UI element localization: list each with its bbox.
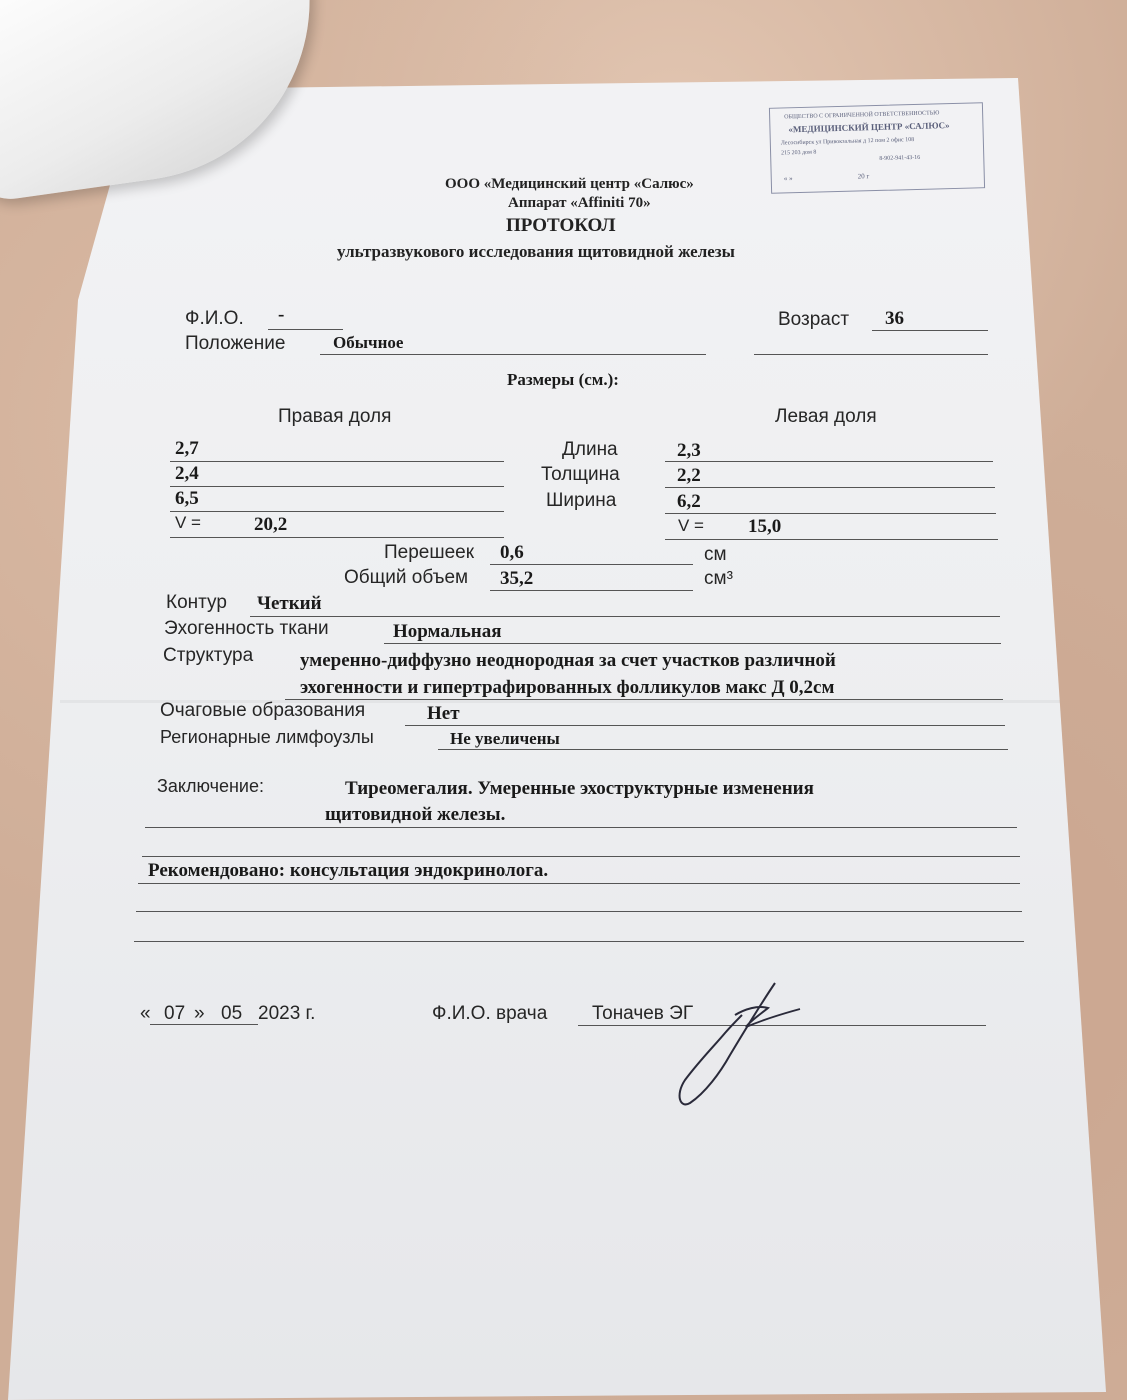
lymph-nodes-label: Регионарные лимфоузлы: [160, 727, 374, 747]
blank-underline: [754, 354, 988, 355]
left-width-value: 6,2: [677, 491, 701, 512]
age-label: Возраст: [778, 309, 850, 330]
isthmus-label: Перешеек: [384, 542, 475, 563]
thickness-label: Толщина: [541, 464, 620, 485]
conclusion-label: Заключение:: [157, 776, 264, 796]
stamp-line-5: 8-902-941-43-16: [879, 154, 921, 162]
left-width-underline: [665, 513, 996, 514]
focal-lesions-value: Нет: [427, 703, 460, 724]
right-volume-underline: [170, 537, 504, 538]
doctor-label: Ф.И.О. врача: [432, 1003, 548, 1024]
left-volume-label: V =: [678, 516, 704, 535]
left-thickness-underline: [665, 487, 995, 488]
stamp-line-6: « »: [783, 174, 793, 183]
structure-label: Структура: [163, 645, 254, 666]
fio-underline: [268, 329, 343, 330]
clinic-stamp: [769, 102, 985, 194]
left-thickness-value: 2,2: [677, 465, 701, 486]
stamp-line-4: 215 203 дом 8: [781, 149, 817, 157]
right-length-value: 2,7: [175, 438, 199, 459]
doctor-signature: [650, 975, 830, 1115]
conclusion-underline: [145, 827, 1017, 828]
blank-line-1: [142, 856, 1020, 857]
right-thickness-value: 2,4: [175, 463, 199, 484]
fio-label: Ф.И.О.: [185, 308, 244, 329]
position-label: Положение: [185, 333, 286, 354]
length-label: Длина: [562, 439, 618, 460]
echogenicity-label: Эхогенность ткани: [164, 618, 329, 639]
lymph-nodes-underline: [438, 749, 1008, 750]
org-name: ООО «Медицинский центр «Салюс»: [445, 176, 694, 192]
contour-underline: [250, 616, 1000, 617]
doctor-name: Тоначев ЭГ: [592, 1003, 694, 1024]
date-open-quote: «: [140, 1003, 151, 1024]
left-length-underline: [665, 461, 993, 462]
total-volume-label: Общий объем: [344, 567, 469, 588]
focal-lesions-label: Очаговые образования: [160, 700, 366, 721]
page-title: ПРОТОКОЛ: [506, 215, 616, 236]
sizes-title: Размеры (см.):: [507, 370, 619, 389]
isthmus-underline: [490, 564, 693, 565]
stamp-line-2: «МЕДИЦИНСКИЙ ЦЕНТР «САЛЮС»: [788, 120, 950, 135]
blank-line-2: [136, 911, 1022, 912]
conclusion-line-2: щитовидной железы.: [325, 804, 506, 825]
contour-value: Четкий: [257, 593, 322, 614]
width-label: Ширина: [546, 490, 617, 511]
right-thickness-underline: [170, 486, 504, 487]
date-year: 2023 г.: [258, 1003, 316, 1024]
isthmus-value: 0,6: [500, 542, 524, 563]
recommendation-underline: [138, 883, 1020, 884]
isthmus-unit: см: [704, 544, 727, 565]
right-volume-label: V =: [175, 513, 201, 532]
date-day: 07: [164, 1003, 186, 1024]
structure-line-1: умеренно-диффузно неоднородная за счет участков различной: [300, 650, 836, 671]
position-underline: [320, 354, 706, 355]
total-volume-unit: см³: [704, 568, 733, 589]
stamp-line-3: Лесосибирск ул Привокзальная д 12 пом 2 офис 108: [780, 137, 915, 147]
structure-line-2: эхогенности и гипертрафированных фолликулов макс Д 0,2см: [300, 677, 835, 698]
right-lobe-label: Правая доля: [278, 406, 392, 427]
focal-lesions-underline: [405, 725, 1005, 726]
page-subtitle: ультразвукового исследования щитовидной железы: [337, 242, 735, 261]
lymph-nodes-value: Не увеличены: [450, 729, 560, 748]
left-length-value: 2,3: [677, 440, 701, 461]
position-value: Обычное: [333, 333, 404, 352]
echogenicity-underline: [384, 643, 1001, 644]
right-length-underline: [170, 461, 504, 462]
device-name: Аппарат «Affiniti 70»: [508, 195, 651, 211]
left-volume-value: 15,0: [748, 516, 782, 537]
stamp-line-7: 20 г: [857, 172, 870, 181]
contour-label: Контур: [166, 592, 227, 613]
date-close-quote: »: [194, 1003, 205, 1024]
age-value: 36: [885, 308, 904, 329]
right-width-underline: [170, 511, 504, 512]
recommendation-text: Рекомендовано: консультация эндокринолога.: [148, 860, 549, 881]
date-underline: [150, 1024, 258, 1025]
left-lobe-label: Левая доля: [775, 406, 877, 427]
right-width-value: 6,5: [175, 488, 199, 509]
fio-value: -: [278, 304, 285, 325]
total-volume-underline: [490, 590, 693, 591]
left-volume-underline: [665, 539, 998, 540]
stamp-line-1: ОБЩЕСТВО С ОГРАНИЧЕННОЙ ОТВЕТСТВЕННОСТЬЮ: [784, 110, 940, 121]
date-month: 05: [221, 1003, 243, 1024]
age-underline: [872, 330, 988, 331]
conclusion-line-1: Тиреомегалия. Умеренные эхоструктурные изменения: [345, 778, 814, 799]
echogenicity-value: Нормальная: [393, 621, 502, 642]
structure-underline: [285, 699, 1003, 700]
blank-line-3: [134, 941, 1024, 942]
right-volume-value: 20,2: [254, 514, 288, 535]
total-volume-value: 35,2: [500, 568, 534, 589]
